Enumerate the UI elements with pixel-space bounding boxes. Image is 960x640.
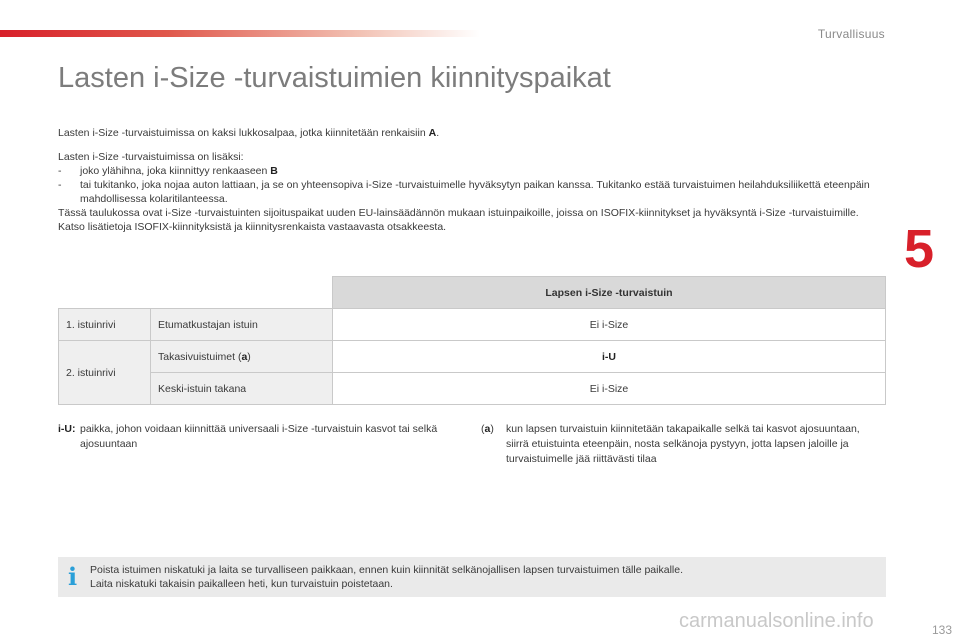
row-label: 2. istuinrivi	[59, 341, 151, 405]
legend-a-close: )	[490, 423, 494, 435]
see-also: Katso lisätietoja ISOFIX-kiinnityksistä ja kiinnitysrenkaista vastaavasta otsakkeesta.	[58, 221, 447, 233]
details-lead: Lasten i-Size -turvaistuimissa on lisäksi:	[58, 151, 244, 163]
ring-a-label: A	[428, 127, 437, 139]
note-line: Laita niskatuki takaisin paikalleen heti, kun turvaistuin poistetaan.	[90, 578, 393, 590]
seat-label	[151, 341, 333, 373]
list-item	[58, 178, 888, 206]
legend-a	[481, 422, 881, 467]
note-text	[90, 563, 683, 591]
page-number: 133	[931, 623, 952, 637]
table-intro: Tässä taulukossa ovat i-Size -turvaistuinten sijoituspaikat uuden EU-lainsäädännön mukaan istuinpaikoille, joissa on ISOFIX-kiinnitykset ja hyväksyntä i-Size -turvaistuimille.	[58, 207, 859, 219]
info-icon: i	[68, 562, 78, 591]
info-note	[58, 557, 886, 597]
table-row	[59, 309, 886, 341]
legend-iu-label: i-U:	[58, 423, 76, 435]
seat-note-ref: a	[241, 350, 248, 363]
seat-value-text: i-U	[602, 350, 616, 363]
seat-label: Keski-istuin takana	[151, 373, 333, 405]
list-item	[58, 164, 888, 178]
seat-value: Ei i-Size	[333, 309, 886, 341]
ring-b-label: B	[270, 165, 278, 177]
table-header: Lapsen i-Size -turvaistuin	[333, 277, 886, 309]
table-row	[59, 373, 886, 405]
note-line: Poista istuimen niskatuki ja laita se turvalliseen paikkaan, ennen kuin kiinnität selkänojallisen lapsen turvaistuimen tälle paikalle.	[90, 564, 683, 576]
intro-paragraph	[58, 126, 439, 140]
seat-value: Ei i-Size	[333, 373, 886, 405]
page-title: Lasten i-Size -turvaistuimien kiinnityspaikat	[58, 62, 611, 94]
legend-a-open: (	[481, 423, 485, 435]
list-dash: -	[58, 179, 62, 191]
bullet-support-leg: tai tukitanko, joka nojaa auton lattiaan, ja se on yhteensopiva i-Size -turvaistuimelle hyväksytyn paikan kanssa. Tukitanko estää turvaistuimen heilahduksiliikettä eteenpäin mahdollisessa kolaritilanteessa.	[80, 179, 870, 205]
list-dash: -	[58, 165, 62, 177]
bullet-top-tether: joko ylähihna, joka kiinnittyy renkaaseen	[80, 165, 271, 177]
table-corner	[59, 277, 333, 309]
section-label: Turvallisuus	[817, 27, 885, 41]
seat-label-end: )	[247, 350, 251, 363]
watermark: carmanualsonline.info	[679, 610, 874, 632]
table-header-row	[59, 277, 886, 309]
details-block	[58, 150, 888, 234]
legend-a-label: a	[484, 423, 491, 435]
seat-value	[333, 341, 886, 373]
intro-text: Lasten i-Size -turvaistuimissa on kaksi lukkosalpaa, jotka kiinnitetään renkaisiin	[58, 127, 429, 139]
seat-label-text: Takasivuistuimet (	[158, 350, 242, 363]
intro-period: .	[436, 127, 440, 139]
isize-seat-table	[58, 276, 886, 405]
chapter-number: 5	[904, 219, 935, 279]
row-label: 1. istuinrivi	[59, 309, 151, 341]
table-row	[59, 341, 886, 373]
section-color-bar	[0, 30, 480, 37]
legend-a-text: kun lapsen turvaistuin kiinnitetään takapaikalle selkä tai kasvot ajosuuntaan, siirrä etuistuinta eteenpäin, nosta selkänoja pystyyn, jotta lapsen jaloille ja turvaistuimelle jää riittävästi tilaa	[506, 423, 860, 465]
seat-label: Etumatkustajan istuin	[151, 309, 333, 341]
legend-iu-text: paikka, johon voidaan kiinnittää universaali i-Size -turvaistuin kasvot tai selkä ajosuuntaan	[80, 423, 438, 450]
legend-iu	[58, 422, 468, 452]
